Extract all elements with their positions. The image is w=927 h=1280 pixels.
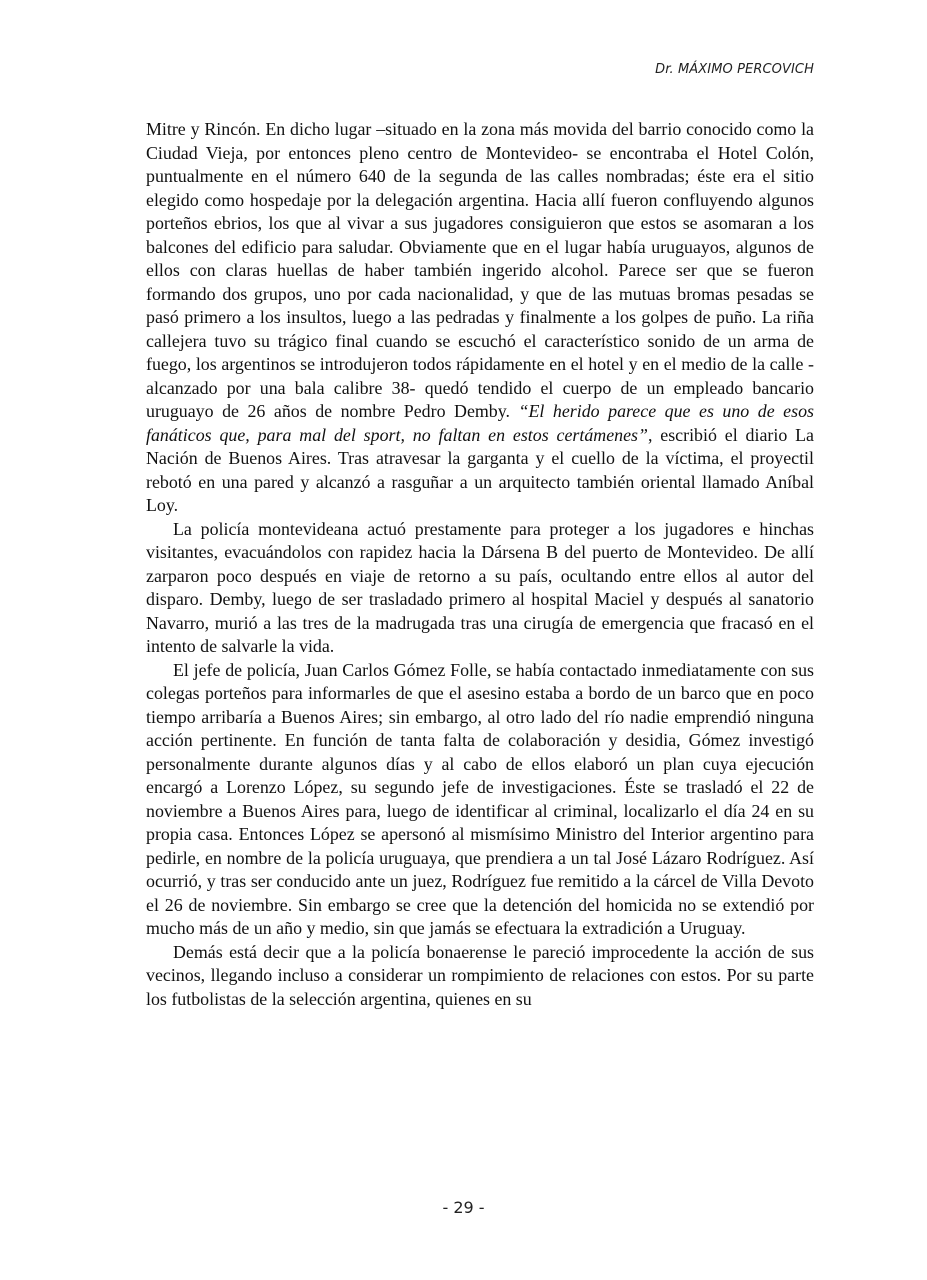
newspaper-quote: “El herido parece que es uno de esos fanáticos que, para mal del sport, no faltan en estos certámenes” [146,401,814,445]
paragraph-2: La policía montevideana actuó prestamente para proteger a los jugadores e hinchas visitantes, evacuándolos con rapidez hacia la Dársena B del puerto de Montevideo. De allí zarparon poco después en viaje de retorno a su país, ocultando entre ellos al autor del disparo. Demby, luego de ser trasladado primero al hospital Maciel y después al sanatorio Navarro, murió a las tres de la madrugada tras una cirugía de emergencia que fracasó en el intento de salvarle la vida. [146,518,814,656]
paragraph-1 [146,118,814,518]
page-number: - 29 - [442,1198,485,1217]
paragraph-1-text: Mitre y Rincón. En dicho lugar –situado en la zona más movida del barrio conocido como la Ciudad Vieja, por entonces pleno centro de Montevideo- se encontraba el Hotel Colón, puntualmente en el número 640 de la segunda de las calles nombradas; éste era el sitio elegido como hospedaje por la delegación argentina. Hacia allí fueron confluyendo algunos porteños ebrios, los que al vivar a sus jugadores consiguieron que estos se asomaran a los balcones del edificio para saludar. Obviamente que en el lugar había uruguayos, algunos de ellos con claras huellas de haber también ingerido alcohol. Parece ser que se fueron formando dos grupos, uno por cada nacionalidad, y que de las mutuas bromas pesadas se pasó primero a los insultos, luego a las pedradas y finalmente a los golpes de puño. La riña callejera tuvo su trágico final cuando se escuchó el característico sonido de un arma de fuego, los argentinos se introdujeron todos rápidamente en el hotel y en el medio de la calle -alcanzado por una bala calibre 38- quedó tendido el cuerpo de un empleado bancario uruguayo de 26 años de nombre Pedro Demby. [146,119,814,421]
paragraph-4: Demás está decir que a la policía bonaerense le pareció improcedente la acción de sus vecinos, llegando incluso a considerar un rompimiento de relaciones con estos. Por su parte los futbolistas de la selección argentina, quienes en su [146,941,814,1009]
running-header-author: Dr. MÁXIMO PERCOVICH [655,62,814,77]
body-text [146,118,814,1011]
paragraph-1-text-continued: , escribió el diario La Nación de Buenos Aires. Tras atravesar la garganta y el cuello de la víctima, el proyectil rebotó en una pared y alcanzó a rasguñar a un arquitecto también oriental llamado Aníbal Loy. [146,424,814,515]
paragraph-3: El jefe de policía, Juan Carlos Gómez Folle, se había contactado inmediatamente con sus colegas porteños para informarles de que el asesino estaba a bordo de un barco que en poco tiempo arribaría a Buenos Aires; sin embargo, al otro lado del río nadie emprendió ninguna acción pertinente. En función de tanta falta de colaboración y desidia, Gómez investigó personalmente durante algunos días y al cabo de ellos elaboró un plan cuya ejecución encargó a Lorenzo López, su segundo jefe de investigaciones. Éste se trasladó el 22 de noviembre a Buenos Aires para, luego de identificar al criminal, localizarlo el día 24 en su propia casa. Entonces López se apersonó al mismísimo Ministro del Interior argentino para pedirle, en nombre de la policía uruguaya, que prendiera a un tal José Lázaro Rodríguez. Así ocurrió, y tras ser conducido ante un juez, Rodríguez fue remitido a la cárcel de Villa Devoto el 26 de noviembre. Sin embargo se cree que la detención del homicida no se extendió por mucho más de un año y medio, sin que jamás se efectuara la extradición a Uruguay. [146,659,814,938]
